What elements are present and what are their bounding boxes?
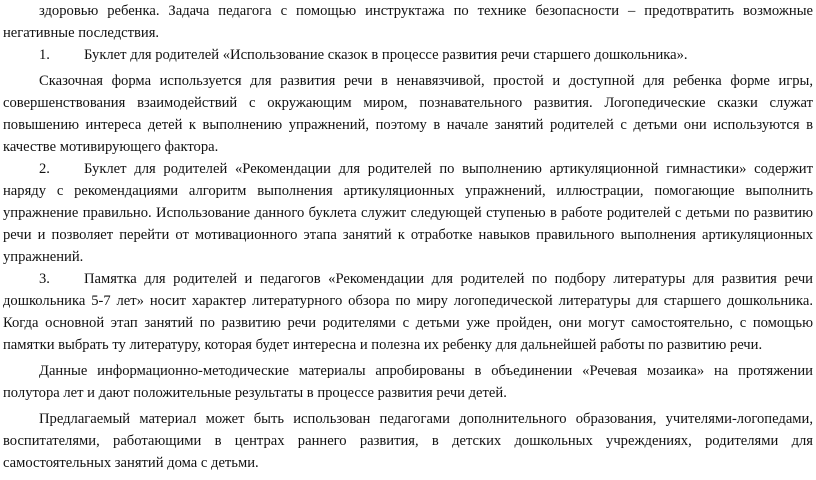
paragraph-usage-text: Предлагаемый материал может быть использован педагогами дополнительного образования, учителями-логопедами, воспитателями, работающими в центрах раннего развития, в детских дошкольных учреждениях, родителями для самостоятельных занятий дома с детьми. bbox=[3, 411, 813, 471]
list-item-2-text: Буклет для родителей «Рекомендации для родителей по выполнению артикуляционной гимнастики» содержит наряду с рекомендациями алгоритм выполнения артикуляционных упражнений, иллюстрации, помогающие выполнить упражнение правильно. Использование данного буклета служит следующей ступенью в работе родителей с детьми по развитию речи и позволяет перейти от мотивационного этапа занятий к отработке навыков правильного выполнения артикуляционных упражнений. bbox=[3, 161, 813, 265]
paragraph-approval-text: Данные информационно-методические материалы апробированы в объединении «Речевая мозаика» на протяжении полутора лет и дают положительные результаты в процессе развития речи детей. bbox=[3, 363, 813, 401]
paragraph-intro-text: здоровью ребенка. Задача педагога с помощью инструктажа по технике безопасности – предотвратить возможные негативные последствия. bbox=[3, 3, 813, 41]
list-number-3: 3. bbox=[39, 271, 50, 287]
list-number-1: 1. bbox=[39, 47, 50, 63]
list-number-2: 2. bbox=[39, 161, 50, 177]
list-item-1 bbox=[3, 44, 813, 66]
paragraph-usage bbox=[3, 408, 813, 474]
paragraph-fairy-tales-text: Сказочная форма используется для развития речи в ненавязчивой, простой и доступной для ребенка форме игры, совершенствования взаимодействий с окружающим миром, познавательного развития. Логопедические сказки служат повышению интереса детей к выполнению упражнений, поэтому в начале занятий родителей с детьми они используются в качестве мотивирующего фактора. bbox=[3, 73, 813, 155]
list-item-3-text: Памятка для родителей и педагогов «Рекомендации для родителей по подбору литературы для развития речи дошкольника 5-7 лет» носит характер литературного обзора по миру логопедической литературы для старшего дошкольника. Когда основной этап занятий по развитию речи родителями с детьми уже пройден, они могут самостоятельно, с помощью памятки выбрать ту литературу, которая будет интересна и полезна их ребенку для дальнейшей работы по развитию речи. bbox=[3, 271, 813, 353]
list-item-3 bbox=[3, 268, 813, 356]
paragraph-approval bbox=[3, 360, 813, 404]
list-item-1-text: Буклет для родителей «Использование сказок в процессе развития речи старшего дошкольника». bbox=[84, 47, 688, 63]
list-item-2 bbox=[3, 158, 813, 268]
paragraph-fairy-tales bbox=[3, 70, 813, 158]
paragraph-intro bbox=[3, 0, 813, 44]
